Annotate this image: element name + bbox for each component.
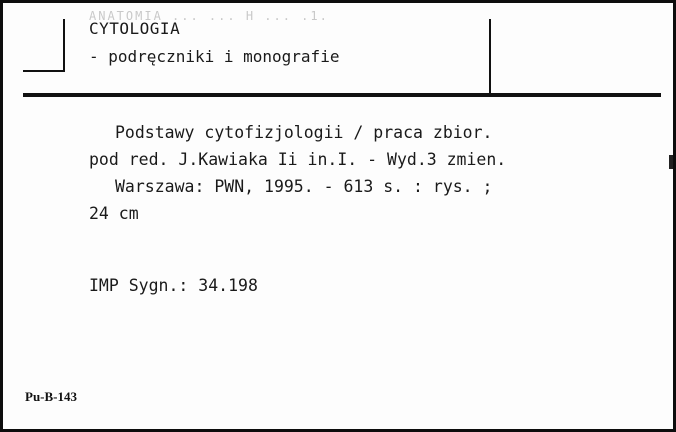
corner-bracket-horizontal: [23, 70, 65, 72]
title-line: Podstawy cytofizjologii / praca zbior.: [115, 123, 493, 142]
library-stamp: Pu-B-143: [25, 389, 77, 404]
publication-line: Warszawa: PWN, 1995. - 613 s. : rys. ;: [115, 177, 493, 196]
subject-heading: CYTOLOGIA: [89, 19, 181, 38]
dimensions-line: 24 cm: [89, 204, 139, 223]
header-rule: [23, 93, 661, 97]
header-divider-vertical: [489, 19, 491, 95]
corner-bracket-vertical: [63, 19, 65, 72]
edge-mark: [669, 155, 673, 169]
shelfmark: IMP Sygn.: 34.198: [89, 276, 258, 295]
faint-overtyped-text: ANATOMIA ... ... H ... .1.: [89, 9, 329, 23]
responsibility-line: pod red. J.Kawiaka Ii in.I. - Wyd.3 zmien.: [89, 150, 507, 169]
subject-subdivision: - podręczniki i monografie: [89, 47, 340, 66]
